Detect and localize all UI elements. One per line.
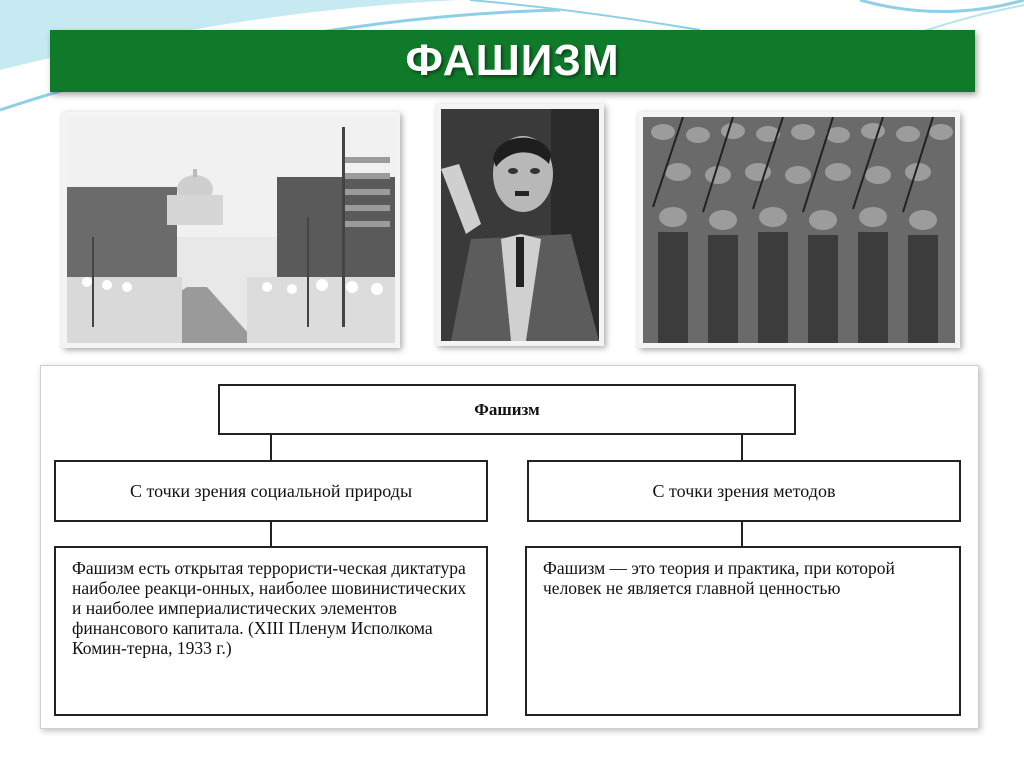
branch-heading-methods: С точки зрения методов: [527, 460, 961, 522]
title-bar: [50, 30, 975, 92]
hitler-portrait-photo: [436, 104, 604, 346]
definition-social: Фашизм есть открытая террористи-ческая диктатура наиболее реакци-онных, наиболее шовинистических и наиболее империалистических элементов финансового капитала. (XIII Пленум Исполкома Комин-терна, 1933 г.): [54, 546, 488, 716]
fascism-diagram: [40, 365, 979, 729]
connector-line: [741, 522, 743, 546]
connector-line: [270, 435, 272, 460]
connector-line: [741, 435, 743, 460]
definition-methods: Фашизм — это теория и практика, при которой человек не является главной ценностью: [525, 546, 961, 716]
slide-title: ФАШИЗМ: [405, 36, 620, 85]
diagram-root-box: Фашизм: [218, 384, 796, 435]
branch-heading-social: С точки зрения социальной природы: [54, 460, 488, 522]
march-washington-photo: [62, 112, 400, 348]
connector-line: [270, 522, 272, 546]
soldiers-parade-photo: [638, 112, 960, 348]
